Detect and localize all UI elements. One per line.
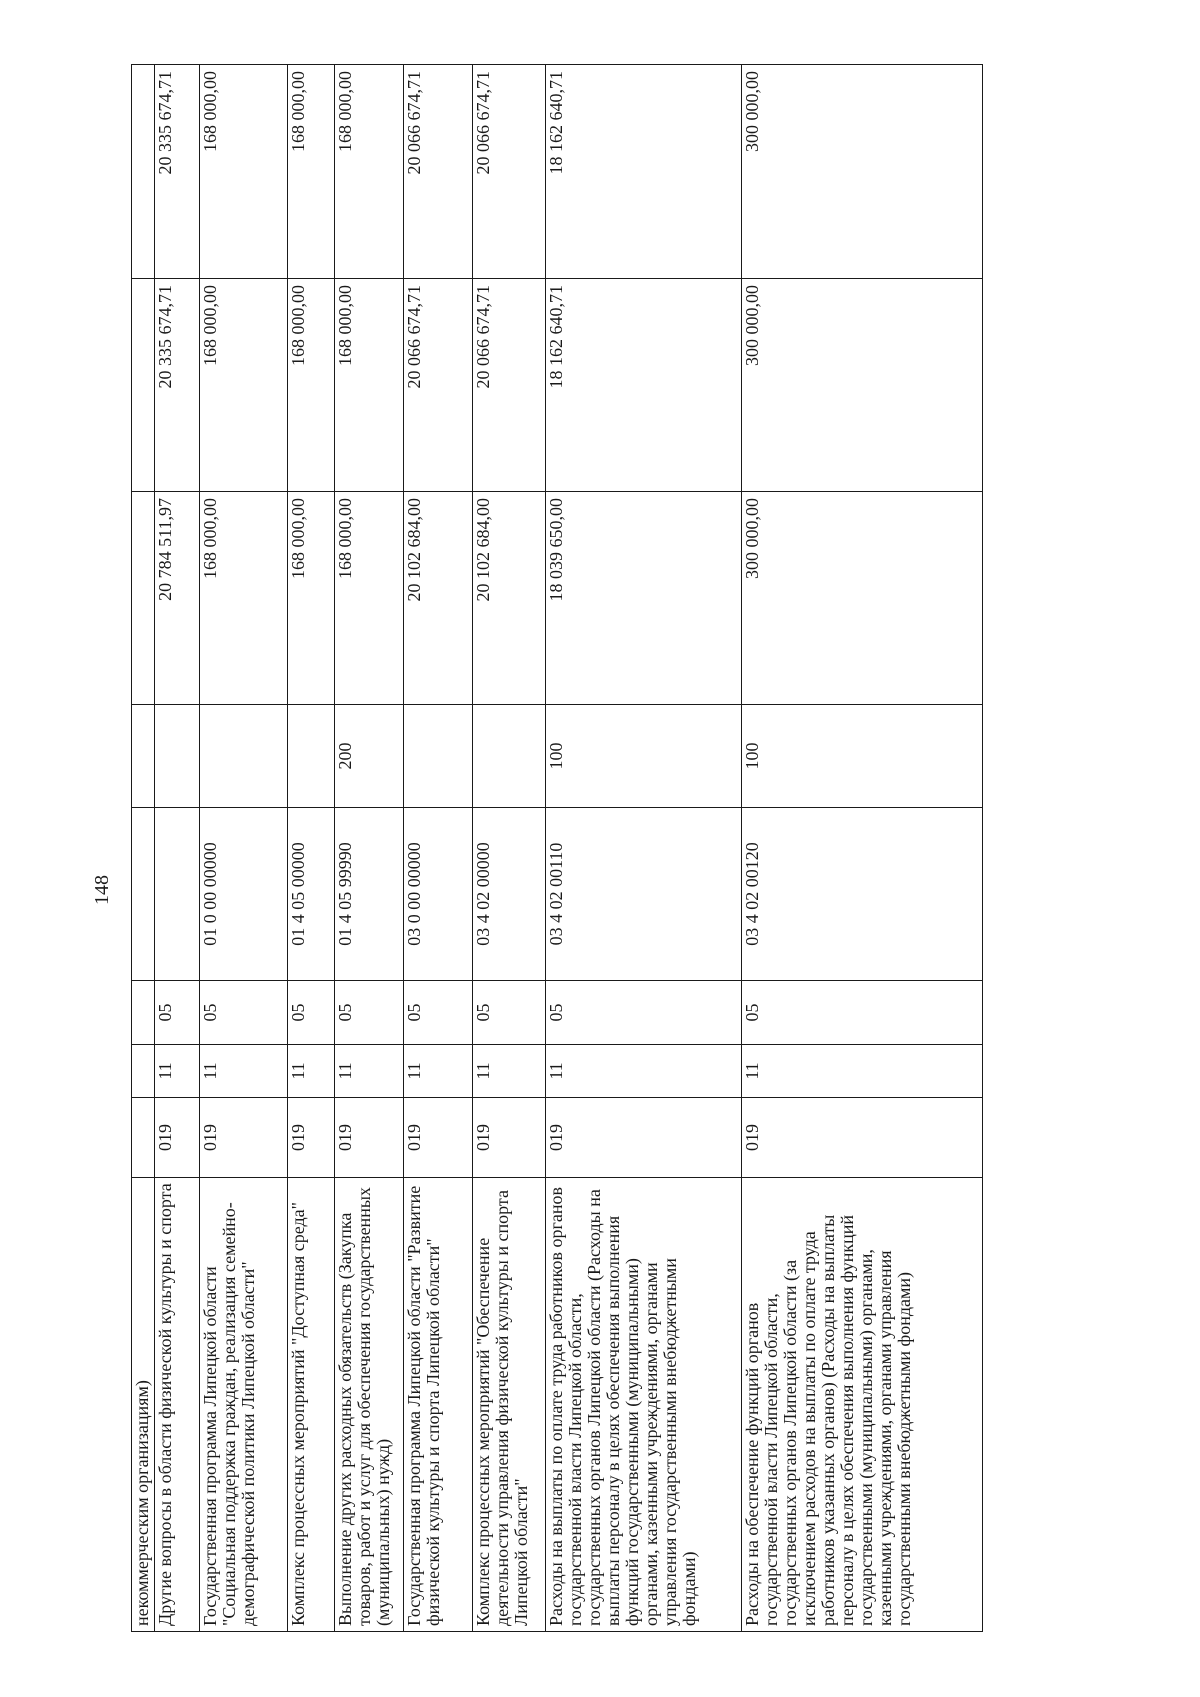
target-article-cell: 03 4 02 00120	[742, 808, 983, 981]
amount-cell-1: 18 039 650,00	[546, 492, 742, 705]
target-article-cell	[155, 808, 200, 981]
amount-cell-3: 168 000,00	[335, 65, 404, 279]
amount-cell-1: 300 000,00	[742, 492, 983, 705]
amount-cell-2	[132, 279, 155, 492]
amount-cell-3: 18 162 640,71	[546, 65, 742, 279]
amount-cell-2: 300 000,00	[742, 279, 983, 492]
amount-cell-2: 168 000,00	[288, 279, 335, 492]
target-article-cell: 03 0 00 00000	[404, 808, 473, 981]
ministry-code-cell: 019	[473, 1098, 546, 1178]
description-cell: некоммерческим организациям)	[132, 1178, 155, 1632]
section-cell: 11	[335, 1045, 404, 1098]
table-row	[200, 65, 288, 1632]
subsection-cell: 05	[473, 981, 546, 1045]
ministry-code-cell: 019	[546, 1098, 742, 1178]
ministry-code-cell: 019	[335, 1098, 404, 1178]
subsection-cell: 05	[155, 981, 200, 1045]
subsection-cell: 05	[335, 981, 404, 1045]
amount-cell-3: 168 000,00	[288, 65, 335, 279]
amount-cell-3: 168 000,00	[200, 65, 288, 279]
amount-cell-1	[132, 492, 155, 705]
expense-type-cell	[155, 705, 200, 808]
expense-type-cell	[473, 705, 546, 808]
rotated-table-container	[131, 65, 1034, 1632]
amount-cell-3: 20 066 674,71	[473, 65, 546, 279]
table-row	[404, 65, 473, 1632]
amount-cell-2: 168 000,00	[335, 279, 404, 492]
section-cell: 11	[288, 1045, 335, 1098]
amount-cell-2: 20 335 674,71	[155, 279, 200, 492]
table-row	[335, 65, 404, 1632]
table-row	[473, 65, 546, 1632]
budget-table	[131, 64, 983, 1632]
amount-cell-2: 18 162 640,71	[546, 279, 742, 492]
target-article-cell: 03 4 02 00000	[473, 808, 546, 981]
ministry-code-cell: 019	[200, 1098, 288, 1178]
section-cell: 11	[200, 1045, 288, 1098]
ministry-code-cell: 019	[155, 1098, 200, 1178]
table-row	[546, 65, 742, 1632]
ministry-code-cell: 019	[742, 1098, 983, 1178]
table-row	[288, 65, 335, 1632]
table-row	[132, 65, 155, 1632]
expense-type-cell	[132, 705, 155, 808]
section-cell: 11	[546, 1045, 742, 1098]
amount-cell-2: 20 066 674,71	[404, 279, 473, 492]
target-article-cell	[132, 808, 155, 981]
section-cell: 11	[155, 1045, 200, 1098]
section-cell: 11	[404, 1045, 473, 1098]
section-cell: 11	[473, 1045, 546, 1098]
amount-cell-3: 20 335 674,71	[155, 65, 200, 279]
page-number: 148	[90, 875, 113, 905]
expense-type-cell	[404, 705, 473, 808]
description-cell: Комплекс процессных мероприятий "Обеспечение деятельности управления физической культуры и спорта Липецкой области"	[473, 1178, 546, 1632]
amount-cell-1: 20 102 684,00	[404, 492, 473, 705]
table-row	[742, 65, 983, 1632]
amount-cell-2: 168 000,00	[200, 279, 288, 492]
amount-cell-3: 300 000,00	[742, 65, 983, 279]
subsection-cell: 05	[742, 981, 983, 1045]
description-cell: Другие вопросы в области физической культуры и спорта	[155, 1178, 200, 1632]
description-cell: Государственная программа Липецкой области "Развитие физической культуры и спорта Липецкой области"	[404, 1178, 473, 1632]
target-article-cell: 01 4 05 99990	[335, 808, 404, 981]
subsection-cell: 05	[546, 981, 742, 1045]
expense-type-cell	[288, 705, 335, 808]
subsection-cell: 05	[404, 981, 473, 1045]
table-row	[155, 65, 200, 1632]
amount-cell-1: 20 784 511,97	[155, 492, 200, 705]
section-cell	[132, 1045, 155, 1098]
ministry-code-cell: 019	[288, 1098, 335, 1178]
expense-type-cell	[200, 705, 288, 808]
amount-cell-2: 20 066 674,71	[473, 279, 546, 492]
description-cell: Государственная программа Липецкой области "Социальная поддержка граждан, реализация семейно-демографической политики Липецкой области"	[200, 1178, 288, 1632]
description-cell: Комплекс процессных мероприятий "Доступная среда"	[288, 1178, 335, 1632]
expense-type-cell: 100	[742, 705, 983, 808]
target-article-cell: 01 4 05 00000	[288, 808, 335, 981]
amount-cell-1: 168 000,00	[288, 492, 335, 705]
amount-cell-1: 20 102 684,00	[473, 492, 546, 705]
expense-type-cell: 200	[335, 705, 404, 808]
amount-cell-3	[132, 65, 155, 279]
subsection-cell: 05	[288, 981, 335, 1045]
amount-cell-1: 168 000,00	[335, 492, 404, 705]
amount-cell-1: 168 000,00	[200, 492, 288, 705]
description-cell: Выполнение других расходных обязательств (Закупка товаров, работ и услуг для обеспечения государственных (муниципальных) нужд)	[335, 1178, 404, 1632]
target-article-cell: 01 0 00 00000	[200, 808, 288, 981]
section-cell: 11	[742, 1045, 983, 1098]
description-cell: Расходы на обеспечение функций органов государственной власти Липецкой области, государственных органов Липецкой области (за исключением расходов на выплаты по оплате труда работников указанных органов) (Расходы на выплаты персоналу в целях обеспечения выполнения функций государственными (муниципальными) органами, казенными учреждениями, органами управления государственными внебюджетными фондами)	[742, 1178, 983, 1632]
ministry-code-cell	[132, 1098, 155, 1178]
subsection-cell: 05	[200, 981, 288, 1045]
target-article-cell: 03 4 02 00110	[546, 808, 742, 981]
ministry-code-cell: 019	[404, 1098, 473, 1178]
subsection-cell	[132, 981, 155, 1045]
description-cell: Расходы на выплаты по оплате труда работников органов государственной власти Липецкой области, государственных органов Липецкой области (Расходы на выплаты персоналу в целях обеспечения выполнения функций государственными (муниципальными) органами, казенными учреждениями, органами управления государственными внебюджетными фондами)	[546, 1178, 742, 1632]
amount-cell-3: 20 066 674,71	[404, 65, 473, 279]
expense-type-cell: 100	[546, 705, 742, 808]
